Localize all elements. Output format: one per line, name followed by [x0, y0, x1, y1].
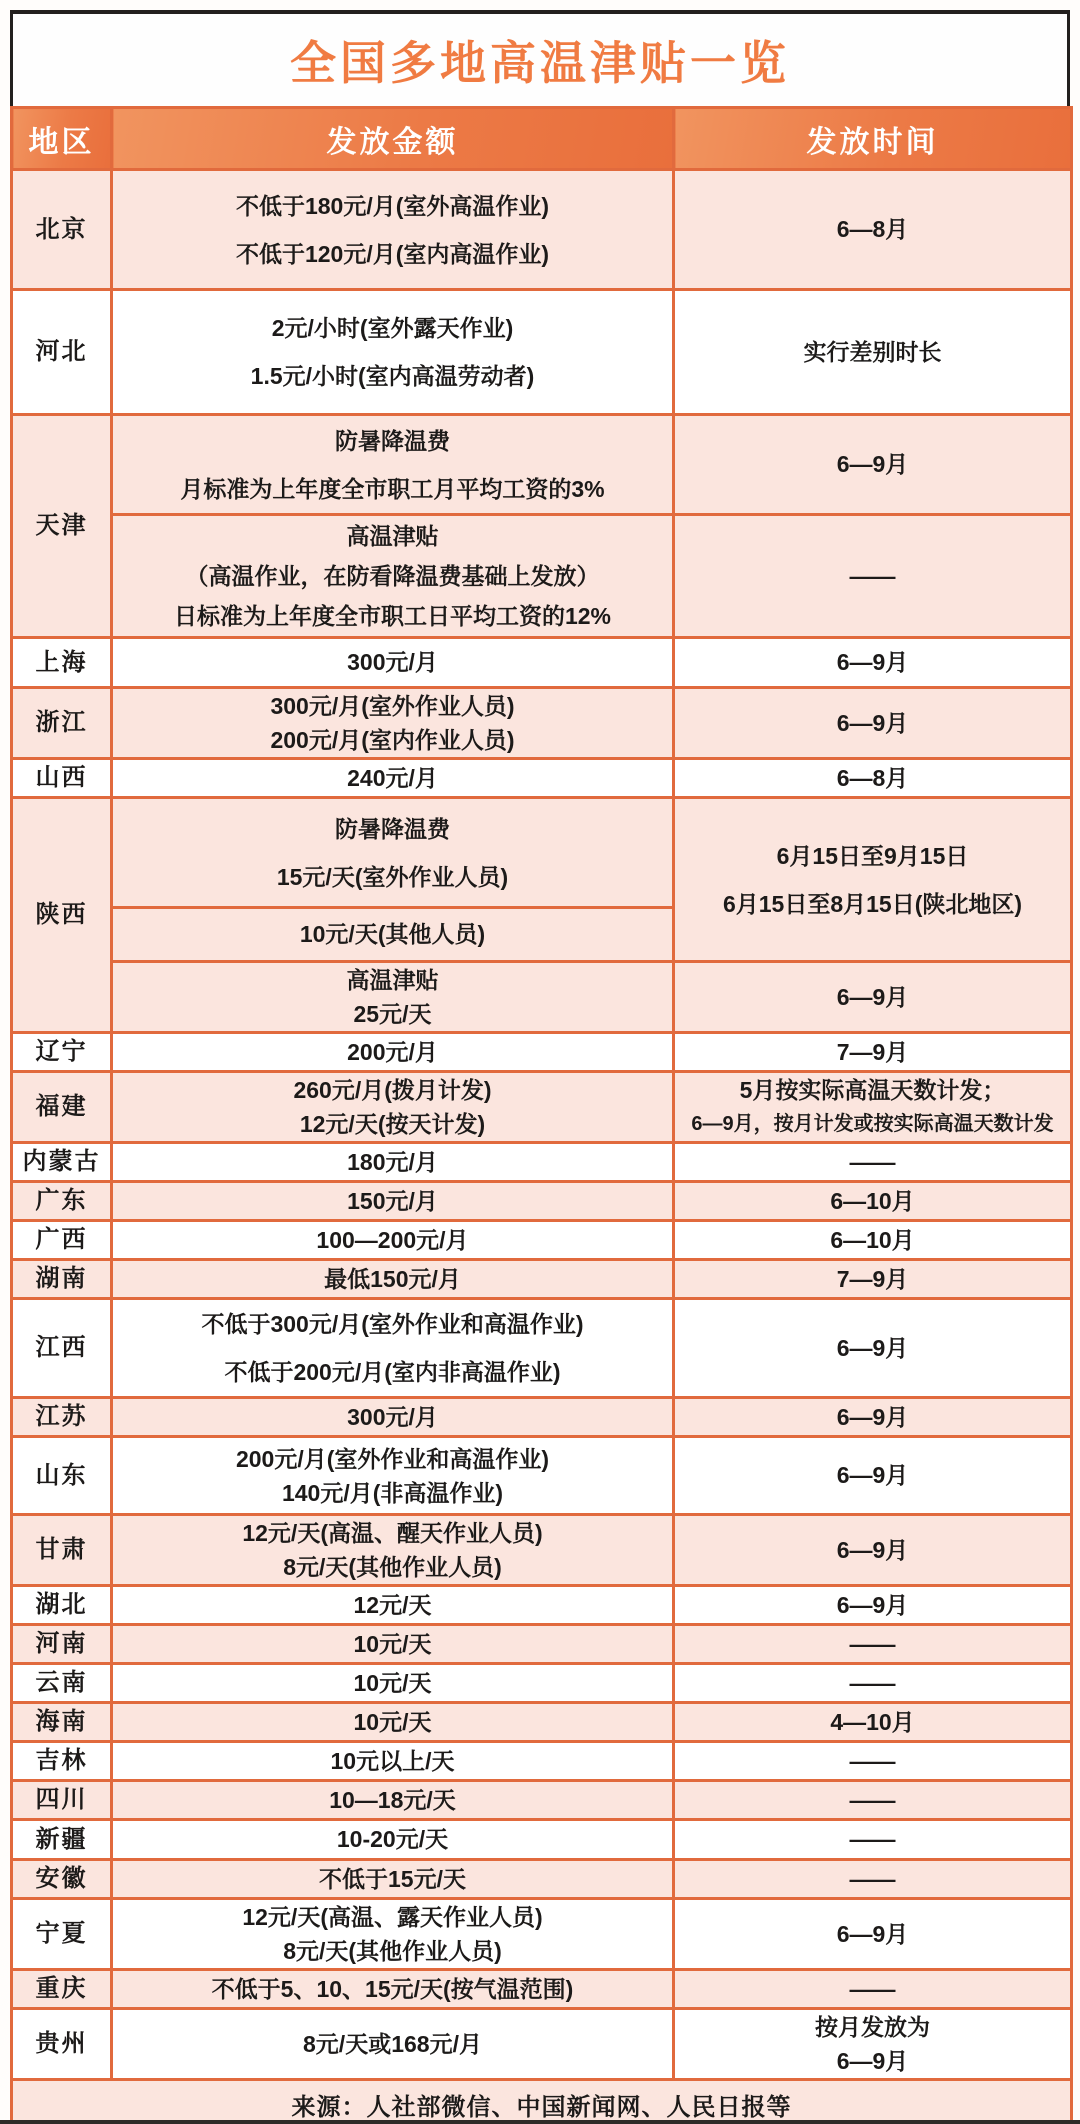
time-cell: [674, 170, 1072, 290]
amount-line: 12元/天(高温、醒天作业人员): [242, 1520, 543, 1546]
time-line: ——: [849, 1865, 896, 1892]
amount-line: 防暑降温费: [335, 427, 450, 454]
region-label: 江苏: [35, 1403, 88, 1430]
table-row: [12, 1970, 1072, 2009]
table-row: [12, 1437, 1072, 1515]
amount-cell: [112, 1260, 674, 1299]
table-row: [12, 1143, 1072, 1182]
time-cell: [674, 1820, 1072, 1860]
amount-line: 10元/天: [353, 1708, 432, 1735]
time-cell: [674, 688, 1072, 759]
table-row: [12, 1072, 1072, 1143]
time-line: 6—9月: [836, 1591, 909, 1618]
amount-line: 300元/月(室外作业人员): [270, 693, 515, 719]
region-cell: [12, 688, 112, 759]
region-label: 内蒙古: [22, 1148, 101, 1175]
amount-line: 不低于200元/月(室内非高温作业): [224, 1359, 561, 1385]
header-time: 发放时间: [674, 108, 1072, 170]
time-cell: [674, 638, 1072, 688]
region-label: 安徽: [35, 1865, 88, 1892]
amount-line: 最低150元/月: [324, 1265, 461, 1292]
table-row: [12, 1820, 1072, 1860]
region-label: 重庆: [35, 1975, 88, 2002]
amount-line: 12元/天(按天计发): [299, 1111, 486, 1137]
time-line: 6—9月: [836, 2048, 909, 2074]
time-cell: [674, 290, 1072, 415]
time-line: 6—9月: [836, 1403, 909, 1430]
time-cell: [674, 1586, 1072, 1625]
amount-cell: [112, 1398, 674, 1437]
region-cell: [12, 638, 112, 688]
time-line: ——: [849, 1669, 896, 1696]
amount-cell: [112, 1970, 674, 2009]
time-line: 6—8月: [836, 216, 909, 243]
region-label: 广西: [35, 1226, 88, 1253]
region-cell: [12, 1515, 112, 1586]
region-cell: [12, 1221, 112, 1260]
amount-cell: [112, 908, 674, 962]
time-line: 7—9月: [836, 1038, 909, 1065]
region-cell: [12, 415, 112, 638]
table-row: [12, 290, 1072, 415]
amount-line: 25元/天: [353, 1001, 432, 1027]
header-region: 地区: [12, 108, 112, 170]
amount-line: 100—200元/月: [316, 1226, 469, 1253]
region-cell: [12, 1143, 112, 1182]
amount-line: 10—18元/天: [329, 1786, 456, 1813]
time-cell: [674, 515, 1072, 638]
amount-line: 不低于180元/月(室外高温作业): [235, 192, 550, 219]
source-row: [12, 2080, 1072, 2124]
table-row: [12, 688, 1072, 759]
source-text: 来源：人社部微信、中国新闻网、人民日报等: [291, 2094, 792, 2121]
time-cell: [674, 1072, 1072, 1143]
time-cell: [674, 1625, 1072, 1664]
time-line: ——: [849, 1148, 896, 1175]
table-row: [12, 1182, 1072, 1221]
time-line: 7—9月: [836, 1265, 909, 1292]
time-cell: [674, 1182, 1072, 1221]
region-label: 海南: [35, 1708, 88, 1735]
time-line: 实行差别时长: [803, 338, 942, 365]
time-cell: [674, 798, 1072, 962]
time-cell: [674, 1703, 1072, 1742]
region-cell: [12, 759, 112, 798]
amount-line: 不低于15元/天: [319, 1865, 466, 1892]
time-cell: [674, 759, 1072, 798]
amount-line: 高温津贴: [346, 523, 439, 549]
region-label: 山东: [35, 1461, 88, 1489]
amount-cell: [112, 1820, 674, 1860]
table-row: [12, 170, 1072, 290]
amount-cell: [112, 1299, 674, 1398]
time-cell: [674, 1033, 1072, 1072]
time-cell: [674, 1860, 1072, 1899]
region-cell: [12, 798, 112, 1033]
amount-cell: [112, 1899, 674, 1970]
time-line: ——: [849, 562, 896, 589]
amount-line: 1.5元/小时(室内高温劳动者): [250, 363, 535, 389]
amount-line: 10元/天: [353, 1630, 432, 1657]
table-row: [12, 1742, 1072, 1781]
amount-line: 不低于300元/月(室外作业和高温作业): [201, 1311, 584, 1337]
time-line: 6—9月: [836, 649, 909, 676]
table-row: [12, 759, 1072, 798]
amount-line: 不低于120元/月(室内高温作业): [235, 240, 550, 267]
time-line: 6—9月: [836, 451, 909, 478]
region-label: 河北: [35, 338, 88, 365]
time-cell: [674, 962, 1072, 1033]
amount-cell: [112, 1625, 674, 1664]
region-cell: [12, 1703, 112, 1742]
time-cell: [674, 1970, 1072, 2009]
amount-line: 10元/天: [353, 1669, 432, 1696]
table-row: [12, 1221, 1072, 1260]
time-cell: [674, 415, 1072, 515]
time-line: 按月发放为: [815, 2014, 930, 2040]
amount-line: 10-20元/天: [336, 1826, 449, 1853]
amount-cell: [112, 1033, 674, 1072]
time-cell: [674, 1143, 1072, 1182]
amount-line: 12元/天: [353, 1591, 432, 1618]
time-cell: [674, 2009, 1072, 2080]
region-label: 湖北: [35, 1591, 88, 1618]
amount-line: 日标准为上年度全市职工日平均工资的12%: [173, 603, 612, 629]
region-label: 宁夏: [35, 1920, 88, 1947]
amount-line: 8元/天(其他作业人员): [283, 1938, 502, 1964]
amount-line: 200元/月(室内作业人员): [270, 727, 515, 753]
time-line: 6—9月: [836, 983, 909, 1010]
amount-cell: [112, 1781, 674, 1820]
table-row: [12, 1586, 1072, 1625]
time-line: 6—8月: [836, 764, 909, 791]
region-label: 浙江: [35, 709, 88, 736]
table-row: [12, 1260, 1072, 1299]
page-title: 全国多地高温津贴一览: [290, 37, 790, 89]
amount-line: 防暑降温费: [335, 815, 450, 842]
region-cell: [12, 1182, 112, 1221]
amount-line: 12元/天(高温、露天作业人员): [242, 1904, 543, 1930]
region-cell: [12, 1742, 112, 1781]
time-line: ——: [849, 1786, 896, 1813]
table-header-row: [12, 108, 1072, 170]
time-cell: [674, 1398, 1072, 1437]
amount-line: （高温作业，在防看降温费基础上发放）: [185, 563, 600, 589]
amount-cell: [112, 1586, 674, 1625]
amount-cell: [112, 1664, 674, 1703]
time-cell: [674, 1664, 1072, 1703]
region-cell: [12, 170, 112, 290]
amount-line: 180元/月: [347, 1148, 438, 1175]
time-line: ——: [849, 1630, 896, 1657]
region-label: 云南: [35, 1669, 88, 1696]
region-cell: [12, 1033, 112, 1072]
time-line: 6—9月: [836, 1462, 909, 1489]
region-label: 陕西: [35, 901, 88, 928]
region-cell: [12, 290, 112, 415]
table-row: [12, 1625, 1072, 1664]
amount-cell: [112, 798, 674, 908]
time-line: ——: [849, 1747, 896, 1774]
region-label: 新疆: [35, 1825, 88, 1853]
region-label: 吉林: [35, 1747, 88, 1774]
table-row: [12, 2009, 1072, 2080]
amount-cell: [112, 1143, 674, 1182]
header-amount: 发放金额: [112, 108, 674, 170]
time-line: 5月按实际高温天数计发；: [739, 1077, 1006, 1103]
amount-cell: [112, 170, 674, 290]
region-label: 甘肃: [35, 1536, 88, 1563]
time-line: ——: [849, 1826, 896, 1853]
amount-line: 150元/月: [347, 1187, 438, 1214]
table-row: [12, 515, 1072, 638]
region-cell: [12, 1299, 112, 1398]
region-label: 山西: [35, 764, 88, 791]
source-note: [12, 2080, 1072, 2124]
region-cell: [12, 2009, 112, 2080]
amount-cell: [112, 759, 674, 798]
region-cell: [12, 1970, 112, 2009]
time-cell: [674, 1515, 1072, 1586]
amount-line: 高温津贴: [346, 967, 439, 993]
time-cell: [674, 1221, 1072, 1260]
amount-line: 300元/月: [347, 649, 438, 676]
region-label: 四川: [35, 1786, 88, 1813]
amount-cell: [112, 1221, 674, 1260]
region-cell: [12, 1625, 112, 1664]
amount-cell: [112, 1703, 674, 1742]
region-cell: [12, 1260, 112, 1299]
amount-cell: [112, 962, 674, 1033]
table-row: [12, 638, 1072, 688]
region-label: 上海: [35, 648, 88, 676]
time-line: 6—9月: [836, 709, 909, 736]
amount-cell: [112, 415, 674, 515]
region-cell: [12, 1398, 112, 1437]
time-cell: [674, 1742, 1072, 1781]
time-line: 6—10月: [830, 1187, 915, 1214]
title-block: [10, 10, 1070, 106]
table-row: [12, 798, 1072, 908]
region-label: 贵州: [35, 2030, 88, 2057]
region-cell: [12, 1664, 112, 1703]
table-row: [12, 1703, 1072, 1742]
amount-cell: [112, 1515, 674, 1586]
time-line: 6月15日至8月15日(陕北地区): [722, 890, 1023, 917]
time-line: 6—9月: [836, 1334, 909, 1361]
time-line: 6—9月: [836, 1536, 909, 1563]
time-cell: [674, 1260, 1072, 1299]
time-line: 6—9月: [836, 1920, 909, 1947]
amount-cell: [112, 688, 674, 759]
region-cell: [12, 1781, 112, 1820]
amount-line: 140元/月(非高温作业): [281, 1479, 504, 1506]
amount-line: 240元/月: [347, 764, 438, 791]
amount-line: 200元/月(室外作业和高温作业): [235, 1445, 550, 1472]
amount-line: 8元/天或168元/月: [303, 2030, 482, 2057]
table-row: [12, 1899, 1072, 1970]
amount-cell: [112, 638, 674, 688]
amount-cell: [112, 1182, 674, 1221]
amount-cell: [112, 2009, 674, 2080]
amount-line: 10元/天(其他人员): [299, 921, 486, 948]
region-label: 湖南: [35, 1265, 88, 1292]
table-row: [12, 962, 1072, 1033]
region-cell: [12, 1820, 112, 1860]
amount-line: 300元/月: [347, 1403, 438, 1430]
region-cell: [12, 1586, 112, 1625]
region-label: 广东: [35, 1187, 88, 1214]
table-row: [12, 1299, 1072, 1398]
amount-line: 260元/月(拨月计发): [293, 1077, 492, 1103]
table-row: [12, 1860, 1072, 1899]
region-cell: [12, 1899, 112, 1970]
table-row: [12, 1664, 1072, 1703]
amount-line: 15元/天(室外作业人员): [276, 863, 509, 890]
region-label: 江西: [35, 1334, 88, 1361]
region-label: 福建: [35, 1093, 88, 1120]
amount-line: 月标准为上年度全市职工月平均工资的3%: [180, 475, 605, 502]
table-row: [12, 1033, 1072, 1072]
heat-allowance-table: [10, 106, 1073, 2124]
table-row: [12, 1515, 1072, 1586]
region-label: 天津: [35, 512, 88, 539]
time-line: 6—9月，按月计发或按实际高温天数计发: [691, 1113, 1054, 1135]
time-cell: [674, 1899, 1072, 1970]
table-row: [12, 1781, 1072, 1820]
amount-cell: [112, 290, 674, 415]
amount-line: 2元/小时(室外露天作业): [271, 315, 514, 341]
time-line: 4—10月: [830, 1708, 915, 1735]
time-cell: [674, 1299, 1072, 1398]
amount-cell: [112, 515, 674, 638]
time-cell: [674, 1781, 1072, 1820]
amount-line: 200元/月: [347, 1038, 438, 1065]
region-cell: [12, 1437, 112, 1515]
time-cell: [674, 1437, 1072, 1515]
region-label: 辽宁: [35, 1038, 88, 1065]
time-line: 6—10月: [830, 1226, 915, 1253]
region-cell: [12, 1072, 112, 1143]
amount-cell: [112, 1072, 674, 1143]
region-cell: [12, 1860, 112, 1899]
amount-cell: [112, 1742, 674, 1781]
amount-line: 10元以上/天: [330, 1747, 455, 1774]
amount-line: 8元/天(其他作业人员): [283, 1554, 502, 1580]
amount-cell: [112, 1437, 674, 1515]
amount-cell: [112, 1860, 674, 1899]
time-line: 6月15日至9月15日: [776, 842, 969, 869]
time-line: ——: [849, 1975, 896, 2002]
region-label: 河南: [35, 1630, 88, 1657]
region-label: 北京: [35, 215, 88, 243]
table-row: [12, 1398, 1072, 1437]
table-row: [12, 415, 1072, 515]
amount-line: 不低于5、10、15元/天(按气温范围): [211, 1975, 574, 2002]
